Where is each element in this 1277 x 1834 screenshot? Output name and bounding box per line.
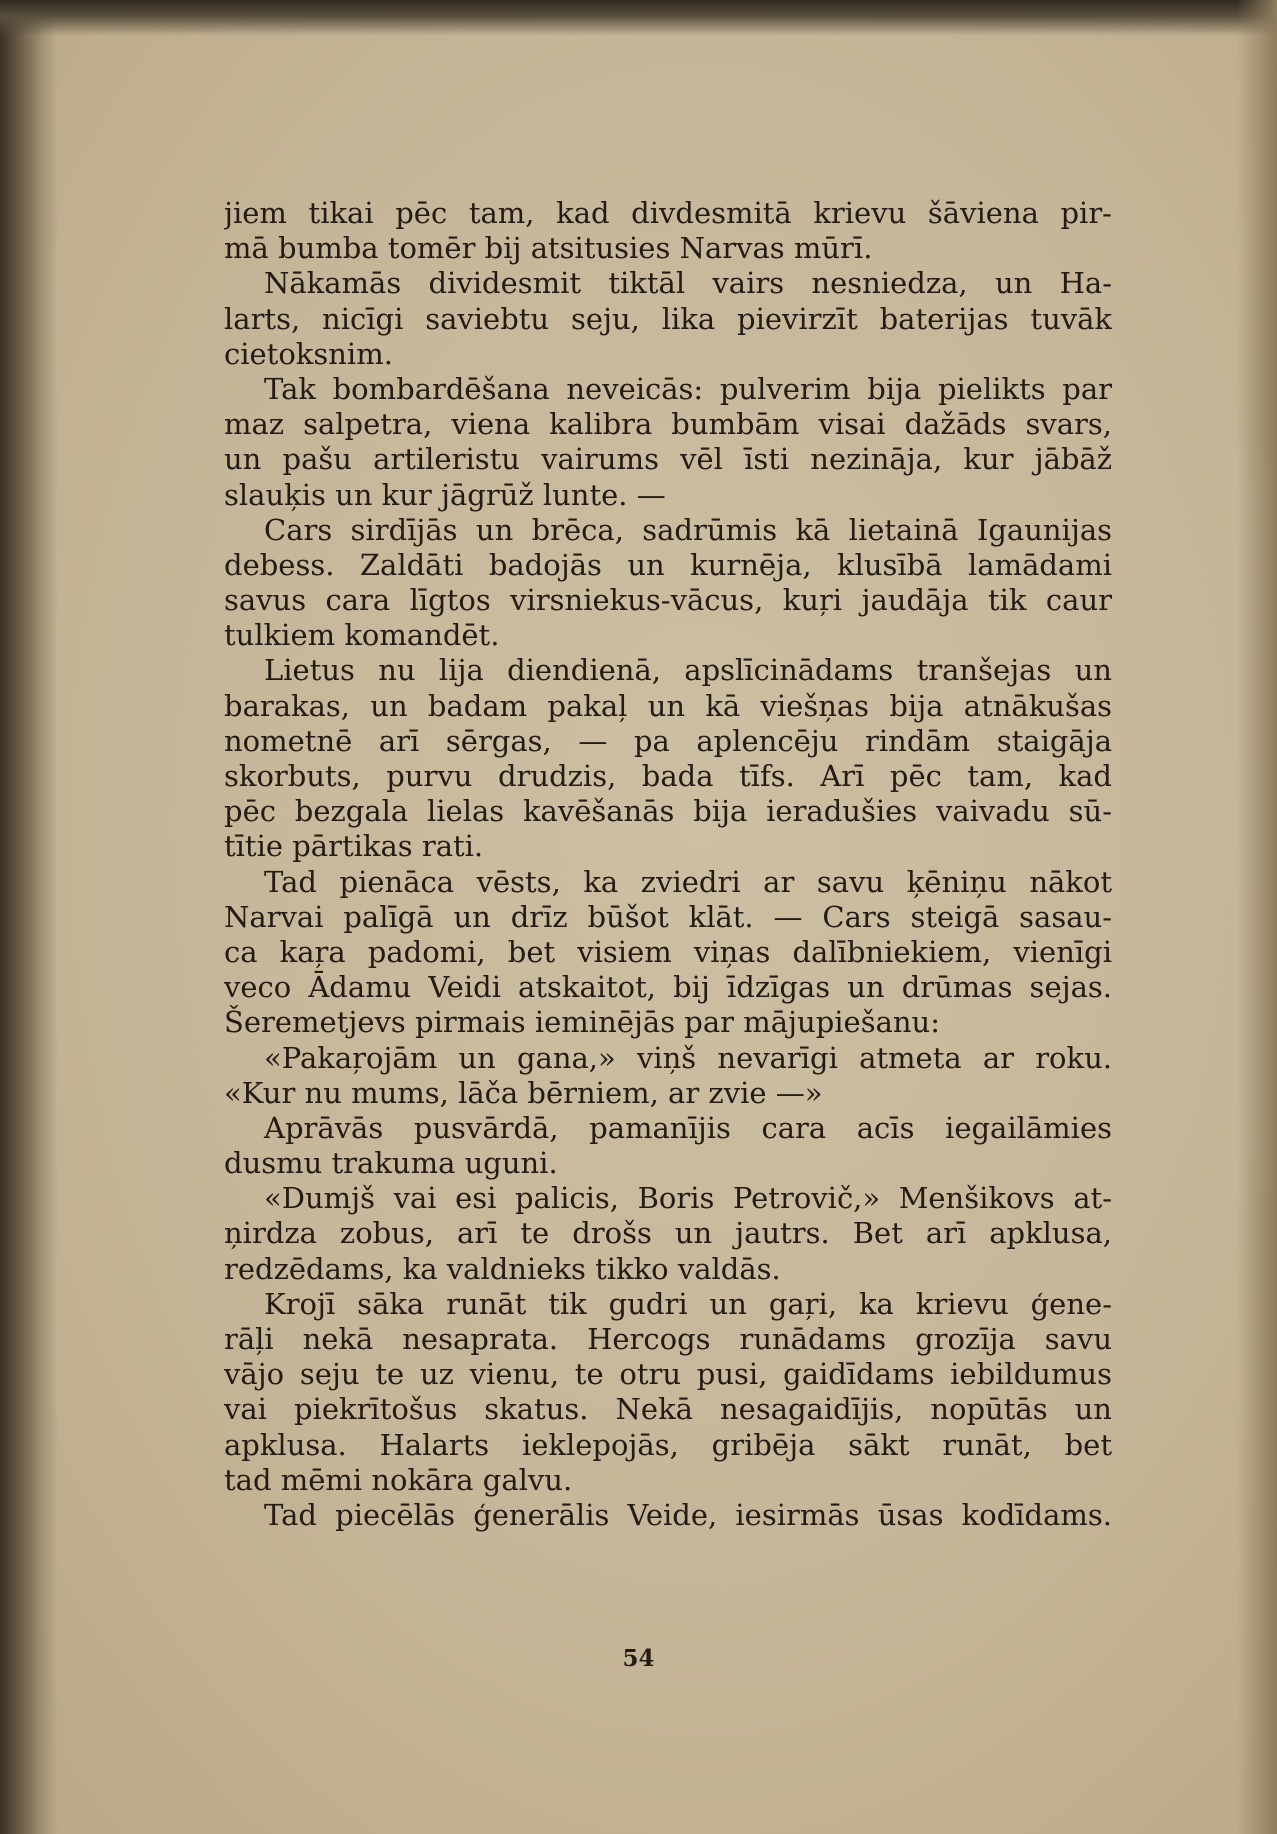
text-line: rāļi nekā nesaprata. Hercogs runādams grozīja savu (224, 1322, 1112, 1356)
text-line: mā bumba tomēr bij atsitusies Narvas mūrī. (224, 231, 873, 266)
text-line: Tad pienāca vēsts, ka zviedri ar savu ķēniņu nākot (264, 864, 1112, 899)
text-line: un pašu artileristu vairums vēl īsti nezināja, kur jābāž (224, 442, 1112, 477)
text-line: dusmu trakuma uguni. (224, 1146, 558, 1181)
text-line: nometnē arī sērgas, — pa aplencēju rindām staigāja (224, 723, 1112, 758)
text-line: veco Ādamu Veidi atskaitot, bij īdzīgas un drūmas sejas. (224, 970, 1112, 1005)
text-line: apklusa. Halarts ieklepojās, gribēja sākt runāt, bet (224, 1427, 1112, 1462)
text-line: debess. Zaldāti badojās un kurnēja, klusībā lamādami (224, 547, 1112, 582)
text-line: vājo seju te uz vienu, te otru pusi, gaidīdams iebildumus (224, 1357, 1112, 1392)
body-text (224, 196, 1112, 1533)
text-line: maz salpetra, viena kalibra bumbām visai dažāds svars, (224, 407, 1112, 442)
text-line: Tad piecēlās ģenerālis Veide, iesirmās ūsas kodīdams. (264, 1497, 1112, 1532)
text-line: ņirdza zobus, arī te drošs un jautrs. Bet arī apklusa, (224, 1216, 1112, 1251)
text-line: «Kur nu mums, lāča bērniem, ar zvie —» (224, 1075, 823, 1110)
text-line: savus cara līgtos virsniekus-vācus, kuŗi jaudāja tik caur (224, 583, 1112, 618)
text-line: larts, nicīgi saviebtu seju, lika pievirzīt baterijas tuvāk (224, 301, 1112, 336)
text-line: redzēdams, ka valdnieks tikko valdās. (224, 1251, 781, 1286)
text-line: ca kaŗa padomi, bet visiem viņas dalībniekiem, vienīgi (224, 934, 1112, 969)
text-line: Tak bombardēšana neveicās: pulverim bija pielikts par (264, 371, 1112, 406)
text-line: jiem tikai pēc tam, kad divdesmitā krievu šāviena pir- (224, 196, 1112, 230)
text-line: Aprāvās pusvārdā, pamanījis cara acīs iegailāmies (264, 1110, 1112, 1145)
text-line: Šeremetjevs pirmais ieminējās par mājupiešanu: (224, 1005, 940, 1040)
text-line: cietoksnim. (224, 336, 393, 371)
text-line: Krojī sāka runāt tik gudri un gaŗi, ka krievu ģene- (264, 1286, 1112, 1321)
text-line: skorbuts, purvu drudzis, bada tīfs. Arī pēc tam, kad (224, 759, 1112, 793)
text-line: barakas, un badam pakaļ un kā viešņas bija atnākušas (224, 688, 1112, 723)
text-line: Nākamās dividesmit tiktāl vairs nesniedza, un Ha- (264, 266, 1112, 301)
text-line: «Pakaŗojām un gana,» viņš nevarīgi atmeta ar roku. (264, 1040, 1112, 1075)
page-number: 54 (622, 1645, 655, 1672)
page-top-edge (0, 0, 1277, 36)
text-line: tītie pārtikas rati. (224, 829, 484, 864)
text-line: vai piekrītošus skatus. Nekā nesagaidījis, nopūtās un (224, 1392, 1112, 1427)
text-line: Cars sirdījās un brēca, sadrūmis kā lietainā Igaunijas (264, 512, 1112, 547)
text-line: «Dumjš vai esi palicis, Boris Petrovič,» Menšikovs at- (264, 1181, 1112, 1216)
text-line: tulkiem komandēt. (224, 618, 500, 653)
text-line: tad mēmi nokāra galvu. (224, 1462, 573, 1497)
page-right-edge (1237, 0, 1277, 1834)
text-line: slauķis un kur jāgrūž lunte. — (224, 477, 666, 512)
text-line: Narvai palīgā un drīz būšot klāt. — Cars steigā sasau- (224, 899, 1112, 934)
book-binding (0, 0, 58, 1834)
text-line: Lietus nu lija diendienā, apslīcinādams tranšejas un (264, 653, 1112, 688)
text-line: pēc bezgala lielas kavēšanās bija ieradušies vaivadu sū- (224, 794, 1112, 829)
